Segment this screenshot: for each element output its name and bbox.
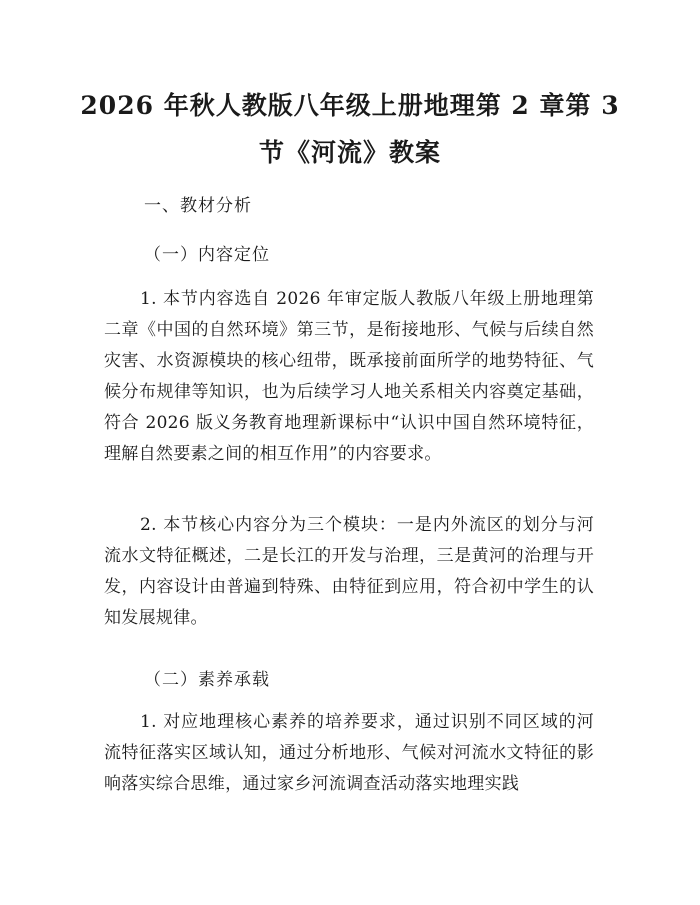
section-heading-teaching-material-analysis: 一、教材分析 xyxy=(144,196,252,216)
document-title-line-2: 节《河流》教案 xyxy=(258,138,441,167)
subsection-heading-literacy-bearing: （二）素养承载 xyxy=(144,670,270,690)
subsection-heading-content-positioning: （一）内容定位 xyxy=(144,245,270,265)
document-title-line-1: 2026 年秋人教版八年级上册地理第 2 章第 3 xyxy=(80,91,620,120)
paragraph-content-positioning-1: 1. 本节内容选自 2026 年审定版人教版八年级上册地理第二章《中国的自然环境》第三节，是衔接地形、气候与后续自然灾害、水资源模块的核心纽带，既承接前面所学的地势特征、气候分布规律等知识，也为后续学习人地关系相关内容奠定基础，符合 2026 版义务教育地理新课标中“认识中国自然环境特征，理解自然要素之间的相互作用”的内容要求。 xyxy=(104,289,594,464)
paragraph-literacy-bearing-1: 1. 对应地理核心素养的培养要求，通过识别不同区域的河流特征落实区域认知，通过分析地形、气候对河流水文特征的影响落实综合思维，通过家乡河流调查活动落实地理实践 xyxy=(104,712,594,794)
paragraph-content-positioning-2: 2. 本节核心内容分为三个模块：一是内外流区的划分与河流水文特征概述，二是长江的开发与治理，三是黄河的治理与开发，内容设计由普遍到特殊、由特征到应用，符合初中学生的认知发展规律。 xyxy=(104,515,594,628)
